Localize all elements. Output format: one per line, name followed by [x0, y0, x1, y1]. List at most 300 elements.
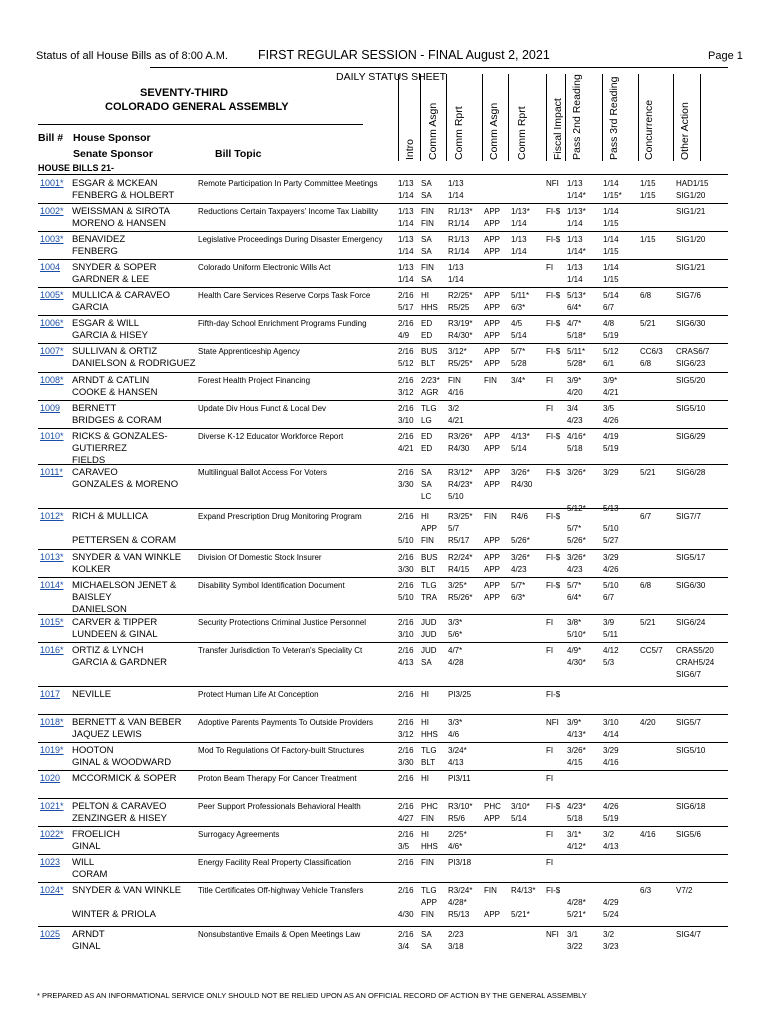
- cell-value: 4/16: [603, 758, 619, 767]
- sponsors: [72, 431, 168, 467]
- cell-value: 1/13: [567, 179, 583, 188]
- cell-value: LC: [421, 492, 432, 501]
- bill-topic: Mod To Regulations Of Factory-built Structures: [198, 746, 365, 755]
- cell-p3: [603, 318, 619, 342]
- cell-value: 5/10*: [567, 630, 586, 639]
- cell-cr2: [511, 552, 530, 576]
- cell-value: 5/10: [398, 536, 414, 545]
- cell-p2: [567, 375, 583, 399]
- cell-value: 5/12: [398, 359, 414, 368]
- cell-value: APP: [484, 291, 501, 300]
- column-header: Pass 3rd Reading: [608, 76, 620, 160]
- column-header: Comm Asgn: [427, 102, 439, 160]
- cell-value: 4/29: [603, 898, 619, 907]
- cell-value: 5/11*: [567, 347, 586, 356]
- cell-value: 1/13*: [567, 207, 586, 216]
- cell-ca1: [421, 290, 438, 314]
- cell-value: 5/7*: [567, 581, 582, 590]
- cell-value: 4/21: [448, 416, 464, 425]
- cell-oa: [676, 262, 705, 274]
- cell-oa: [676, 234, 705, 246]
- bill-number-link[interactable]: 1017: [40, 689, 61, 699]
- cell-value: SIG6/30: [676, 319, 706, 328]
- cell-fi: [546, 346, 560, 358]
- bill-number-link[interactable]: 1022*: [40, 829, 64, 839]
- cell-cc: [640, 346, 663, 370]
- cell-value: PI3/11: [448, 774, 471, 783]
- cell-cr1: [448, 801, 472, 825]
- cell-value: R4/6: [511, 512, 528, 521]
- sponsors: [72, 829, 120, 853]
- cell-value: 2/16: [398, 581, 414, 590]
- cell-value: PI3/18: [448, 858, 472, 867]
- cell-fi: [546, 857, 553, 869]
- cell-value: APP: [421, 524, 438, 533]
- cell-value: 1/14: [448, 191, 464, 200]
- cell-value: HHS: [421, 303, 438, 312]
- cell-value: [567, 885, 586, 897]
- cell-ca2: [484, 206, 500, 230]
- senate-sponsor: FIELDS: [72, 455, 106, 466]
- cell-value: 1/14: [603, 179, 619, 188]
- cell-value: 1/13: [511, 235, 527, 244]
- bill-number-link[interactable]: 1006*: [40, 318, 64, 328]
- bill-number-link[interactable]: 1025: [40, 929, 61, 939]
- column-header: Comm Asgn: [488, 102, 500, 160]
- cell-value: FI-$: [546, 319, 561, 328]
- cell-value: R4/30: [511, 480, 533, 489]
- house-sponsor: SULLIVAN & ORTIZ: [72, 346, 158, 357]
- cell-value: R1/13: [448, 235, 470, 244]
- cell-oa: [676, 617, 705, 629]
- cell-value: 3/3*: [448, 618, 463, 627]
- bill-number-link[interactable]: 1011*: [40, 467, 63, 477]
- senate-sponsor: FENBERG: [72, 246, 118, 257]
- cell-value: 5/6*: [448, 630, 463, 639]
- bill-topic: Disability Symbol Identification Document: [198, 581, 345, 590]
- cell-value: ED: [421, 331, 433, 340]
- row-divider: [38, 464, 728, 465]
- cell-value: 2/23*: [421, 376, 440, 385]
- cell-ca2: [484, 318, 500, 342]
- cell-ca2: [484, 346, 500, 370]
- bill-number-link[interactable]: 1014*: [40, 580, 64, 590]
- cell-value: CC5/7: [640, 646, 663, 655]
- house-sponsor: MULLICA & CARAVEO: [72, 290, 171, 301]
- cell-value: SA: [421, 179, 432, 188]
- cell-ca1: [421, 580, 437, 604]
- bill-topic: Colorado Uniform Electronic Wills Act: [198, 263, 331, 272]
- cell-p3: [603, 829, 619, 853]
- cell-value: 2/16: [398, 347, 414, 356]
- cell-value: FI: [546, 618, 554, 627]
- cell-fi: [546, 689, 560, 701]
- bill-number-link[interactable]: 1004: [40, 262, 61, 272]
- section-divider: [38, 174, 728, 175]
- bill-number-link[interactable]: 1009: [40, 403, 61, 413]
- bill-number-link[interactable]: 1005*: [40, 290, 64, 300]
- cell-p2: [567, 290, 586, 314]
- bill-topic: Transfer Jurisdiction To Veteran's Speciality Ct: [198, 646, 363, 655]
- cell-value: 3/4: [567, 404, 579, 413]
- row-divider: [38, 287, 728, 288]
- cell-value: 4/13: [603, 842, 619, 851]
- cell-oa: [676, 467, 705, 479]
- sponsors: [72, 801, 167, 825]
- bill-number-link[interactable]: 1008*: [40, 375, 64, 385]
- cell-value: 5/10: [603, 581, 619, 590]
- senate-sponsor: ZENZINGER & HISEY: [72, 813, 168, 824]
- cell-value: 4/23: [567, 565, 583, 574]
- cell-value: FIN: [421, 263, 434, 272]
- cell-ca1: [421, 206, 434, 230]
- cell-value: BUS: [421, 347, 438, 356]
- cell-value: [398, 523, 414, 535]
- cell-value: R2/24*: [448, 553, 473, 562]
- bill-number-label: Bill #: [38, 132, 64, 144]
- cell-value: SA: [421, 247, 432, 256]
- cell-oa: [676, 829, 701, 841]
- cell-p2: [567, 929, 583, 953]
- cell-cr1: [448, 346, 472, 370]
- column-divider: [482, 74, 483, 161]
- cell-value: 2/16: [398, 291, 414, 300]
- cell-cr2: [511, 318, 527, 342]
- house-sponsor: BERNETT & VAN BEBER: [72, 717, 182, 728]
- header-divider: [150, 67, 728, 68]
- cell-fi: [546, 318, 560, 330]
- house-sponsor: BENAVIDEZ: [72, 234, 126, 245]
- cell-value: FI-$: [546, 886, 561, 895]
- house-sponsor: MCCORMICK & SOPER: [72, 773, 177, 784]
- cell-p2: [567, 262, 583, 286]
- cell-value: 1/14: [603, 235, 619, 244]
- bill-topic: Peer Support Professionals Behavioral Health: [198, 802, 361, 811]
- bill-number-link[interactable]: 1016*: [40, 645, 64, 655]
- cell-value: 1/13: [567, 263, 583, 272]
- cell-cr2: [511, 467, 532, 491]
- cell-value: SA: [421, 480, 432, 489]
- cell-value: FI: [546, 858, 554, 867]
- bill-topic: Security Protections Criminal Justice Personnel: [198, 618, 367, 627]
- cell-p3: [603, 262, 619, 286]
- house-sponsor: FROELICH: [72, 829, 121, 840]
- cell-value: 4/26: [603, 565, 619, 574]
- cell-value: APP: [484, 910, 501, 919]
- house-sponsor: WEISSMAN & SIROTA: [72, 206, 171, 217]
- cell-value: SIG5/17: [676, 553, 706, 562]
- cell-ca1: [421, 234, 432, 258]
- cell-cr2: [511, 375, 525, 387]
- cell-value: APP: [484, 235, 501, 244]
- cell-value: 4/8: [603, 319, 615, 328]
- cell-value: 5/19: [603, 814, 619, 823]
- cell-value: FI: [546, 404, 554, 413]
- cell-ca1: [421, 801, 438, 825]
- bill-number-link[interactable]: 1010*: [40, 431, 64, 441]
- cell-value: 1/14: [398, 247, 414, 256]
- cell-cr1: [448, 234, 469, 258]
- cell-p2: [567, 717, 586, 741]
- cell-value: R5/26*: [448, 593, 473, 602]
- cell-value: CRAS6/7: [676, 347, 710, 356]
- cell-cc: [640, 290, 651, 302]
- bill-number-link[interactable]: 1015*: [40, 617, 64, 627]
- cell-value: 4/7*: [567, 319, 582, 328]
- cell-value: 6/8: [640, 359, 652, 368]
- cell-value: 3/24*: [448, 746, 467, 755]
- cell-value: PHC: [421, 802, 438, 811]
- cell-value: 5/21*: [567, 910, 586, 919]
- cell-value: APP: [484, 444, 501, 453]
- cell-cr1: [448, 885, 472, 921]
- cell-value: 1/14: [511, 219, 527, 228]
- cell-value: APP: [484, 219, 501, 228]
- cell-value: LG: [421, 416, 432, 425]
- cell-value: [511, 897, 535, 909]
- cell-value: SIG1/20: [676, 235, 706, 244]
- senate-sponsor: GARDNER & LEE: [72, 274, 150, 285]
- cell-ca1: [421, 346, 437, 370]
- cell-cr1: [448, 929, 464, 953]
- sponsors: [72, 885, 181, 921]
- cell-ca1: [421, 552, 437, 576]
- bill-number-link[interactable]: 1019*: [40, 745, 64, 755]
- cell-cr1: [448, 290, 472, 314]
- column-header: Comm Rprt: [516, 106, 528, 160]
- cell-value: 2/16: [398, 376, 414, 385]
- cell-intro: [398, 645, 414, 669]
- cell-intro: [398, 262, 414, 286]
- cell-fi: [546, 467, 560, 479]
- sponsors: [72, 290, 170, 314]
- column-divider: [673, 74, 674, 161]
- row-divider: [38, 642, 728, 643]
- house-sponsor: SNYDER & VAN WINKLE: [72, 552, 182, 563]
- cell-intro: [398, 346, 414, 370]
- cell-value: SIG5/10: [676, 746, 706, 755]
- cell-value: ED: [421, 319, 433, 328]
- cell-value: CRAH5/24: [676, 658, 715, 667]
- cell-value: SIG5/20: [676, 376, 706, 385]
- sponsors: [72, 262, 156, 286]
- cell-intro: [398, 234, 414, 258]
- cell-value: SA: [421, 930, 432, 939]
- cell-value: SA: [421, 191, 432, 200]
- bill-number-link[interactable]: 1023: [40, 857, 61, 867]
- bill-number-link[interactable]: 1007*: [40, 346, 64, 356]
- cell-value: 2/16: [398, 774, 414, 783]
- row-divider: [38, 798, 728, 799]
- cell-value: 4/13: [448, 758, 464, 767]
- cell-value: 5/27: [603, 536, 619, 545]
- cell-value: SIG7/7: [676, 512, 701, 521]
- cell-ca1: [421, 773, 429, 785]
- cell-value: FI-$: [546, 512, 561, 521]
- cell-value: 5/21: [640, 468, 656, 477]
- bill-topic: Multilingual Ballot Access For Voters: [198, 468, 327, 477]
- bill-number-link[interactable]: 1001*: [40, 178, 64, 188]
- bill-topic: Title Certificates Off-highway Vehicle Transfers: [198, 886, 364, 895]
- cell-cr1: [448, 375, 464, 399]
- cell-value: FI-$: [546, 468, 561, 477]
- cell-oa: [676, 511, 701, 523]
- cell-value: 3/12*: [448, 347, 467, 356]
- cell-intro: [398, 717, 414, 741]
- cell-value: 1/15: [640, 179, 656, 188]
- cell-value: FIN: [484, 376, 497, 385]
- cell-cr1: [448, 857, 471, 869]
- cell-oa: [676, 717, 701, 729]
- cell-value: 3/23: [603, 942, 619, 951]
- session-title: FIRST REGULAR SESSION - FINAL August 2, 2021: [258, 48, 550, 62]
- cell-cr1: [448, 511, 472, 547]
- cell-value: 4/19: [603, 432, 619, 441]
- cell-cr1: [448, 467, 472, 503]
- cell-intro: [398, 617, 414, 641]
- cell-value: 4/13: [398, 658, 414, 667]
- cell-value: 6/3: [640, 886, 652, 895]
- cell-oa: [676, 346, 709, 370]
- cell-value: 6/7: [603, 303, 615, 312]
- cell-value: 2/16: [398, 319, 414, 328]
- cell-value: 2/16: [398, 690, 414, 699]
- cell-value: 3/29: [603, 468, 619, 477]
- cell-value: 1/15: [603, 275, 619, 284]
- cell-value: R1/13*: [448, 207, 473, 216]
- cell-value: 3/30: [398, 480, 414, 489]
- cell-value: R1/14: [448, 219, 470, 228]
- cell-value: 5/26*: [511, 536, 530, 545]
- cell-value: APP: [484, 303, 501, 312]
- cell-p2: [567, 346, 586, 370]
- cell-value: R3/19*: [448, 319, 473, 328]
- sponsors: [72, 178, 174, 202]
- cell-value: 5/14: [511, 814, 527, 823]
- cell-fi: [546, 511, 560, 523]
- cell-value: SA: [421, 235, 432, 244]
- cell-value: APP: [484, 331, 501, 340]
- cell-value: 5/17: [398, 303, 414, 312]
- bill-number-link[interactable]: 1012*: [40, 511, 64, 521]
- cell-cr1: [448, 717, 462, 741]
- cell-value: FIN: [448, 376, 461, 385]
- cell-value: 1/15: [603, 247, 619, 256]
- cell-value: ED: [421, 444, 433, 453]
- cell-p2: [567, 745, 586, 769]
- cell-p3: [603, 178, 622, 202]
- cell-value: 4/26: [603, 802, 619, 811]
- cell-value: 4/23: [511, 565, 527, 574]
- cell-p3: [603, 745, 619, 769]
- cell-fi: [546, 206, 560, 218]
- cell-p3: [603, 431, 619, 455]
- cell-value: APP: [484, 347, 501, 356]
- senate-sponsor: DANIELSON: [72, 604, 127, 615]
- house-sponsor: WILL: [72, 857, 95, 868]
- senate-sponsor: GINAL: [72, 941, 101, 952]
- row-divider: [38, 882, 728, 883]
- cell-p2: [567, 318, 586, 342]
- cell-cc: [640, 467, 656, 479]
- cell-value: 5/7*: [511, 581, 526, 590]
- sponsors: [72, 645, 167, 669]
- bill-number-link[interactable]: 1018*: [40, 717, 64, 727]
- cell-value: HI: [421, 774, 429, 783]
- bill-number-link[interactable]: 1003*: [40, 234, 64, 244]
- cell-value: 2/16: [398, 746, 414, 755]
- cell-value: 2/16: [398, 468, 414, 477]
- cell-fi: [546, 262, 553, 274]
- cell-ca1: [421, 431, 432, 455]
- cell-value: 1/13*: [511, 207, 530, 216]
- cell-value: 5/3: [603, 658, 615, 667]
- cell-intro: [398, 375, 414, 399]
- cell-intro: [398, 290, 414, 314]
- cell-value: 1/14: [603, 263, 619, 272]
- cell-p3: [603, 885, 619, 921]
- cell-value: 3/10: [398, 630, 414, 639]
- house-sponsor: ARNDT: [72, 929, 105, 940]
- house-sponsor: CARVER & TIPPER: [72, 617, 158, 628]
- cell-value: 4/16: [640, 830, 656, 839]
- disclaimer: * PREPARED AS AN INFORMATIONAL SERVICE ONLY SHOULD NOT BE RELIED UPON AS AN OFFICIAL RECORD OF ACTION BY THE GENERAL ASSEMBLY: [37, 991, 587, 1000]
- cell-value: FIN: [421, 536, 434, 545]
- status-title: Status of all House Bills as of 8:00 A.M.: [36, 50, 228, 62]
- cell-value: [603, 511, 619, 523]
- cell-value: V7/2: [676, 886, 693, 895]
- cell-value: 4/13*: [567, 730, 586, 739]
- cell-value: FI-$: [546, 581, 561, 590]
- cell-value: 4/21: [398, 444, 414, 453]
- cell-p3: [603, 645, 619, 669]
- cell-value: 3/10*: [511, 802, 530, 811]
- cell-value: SIG1/21: [676, 263, 706, 272]
- cell-value: SA: [421, 468, 432, 477]
- senate-sponsor: CORAM: [72, 869, 108, 880]
- cell-value: NFI: [546, 930, 559, 939]
- senate-sponsor: GINAL: [72, 841, 101, 852]
- bill-number-link[interactable]: 1002*: [40, 206, 64, 216]
- sponsors: [72, 467, 178, 491]
- cell-value: 4/16*: [567, 432, 586, 441]
- cell-fi: [546, 178, 559, 190]
- cell-p3: [603, 929, 619, 953]
- cell-value: APP: [484, 432, 501, 441]
- cell-fi: [546, 829, 553, 841]
- cell-p3: [603, 801, 619, 825]
- cell-fi: [546, 801, 560, 813]
- cell-cr2: [511, 885, 535, 921]
- senate-sponsor: GONZALES & MORENO: [72, 479, 179, 490]
- cell-value: FI: [546, 746, 554, 755]
- cell-oa: [676, 552, 705, 564]
- cell-value: 5/11: [603, 630, 618, 639]
- cell-value: HAD1/15: [676, 179, 709, 188]
- cell-p2: [567, 645, 586, 669]
- cell-ca1: [421, 403, 437, 427]
- bill-number-link[interactable]: 1020: [40, 773, 61, 783]
- sponsors: [72, 346, 196, 370]
- cell-value: 5/19: [603, 331, 619, 340]
- bill-topic: Nonsubstantive Emails & Open Meetings Law: [198, 930, 361, 939]
- bill-number-link[interactable]: 1024*: [40, 885, 64, 895]
- bill-number-link[interactable]: 1021*: [40, 801, 64, 811]
- bill-number-link[interactable]: 1013*: [40, 552, 64, 562]
- cell-value: 5/10: [448, 492, 464, 501]
- cell-value: FI: [546, 774, 554, 783]
- cell-cr1: [448, 431, 472, 455]
